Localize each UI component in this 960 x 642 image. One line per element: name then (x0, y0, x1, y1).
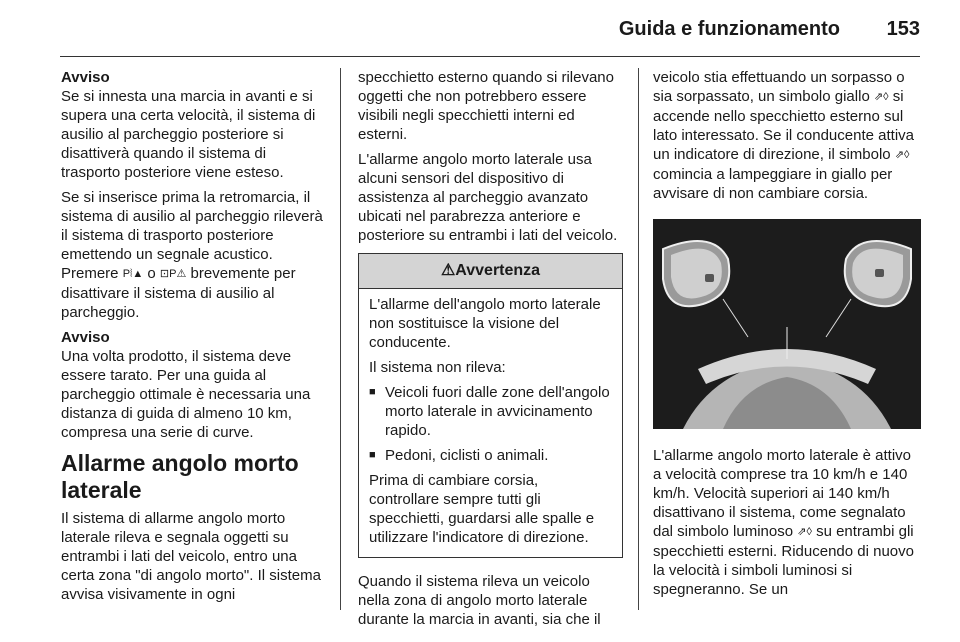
blind-spot-symbol-icon: ⇗◊ (797, 526, 812, 538)
warning-paragraph: Il sistema non rileva: (369, 359, 506, 376)
park-assist-button-icon: P⦚▲ (122, 268, 144, 280)
column-divider (340, 68, 341, 610)
body-text: L'allarme angolo morto laterale è attivo a velocità comprese tra 10 km/h e 140 km/h. Velocità superiori ai 140 km/h disattivano il sistema, come segnalato dal simbolo luminoso (653, 447, 912, 540)
page-number: 153 (886, 18, 920, 40)
note-title: Avviso (61, 329, 110, 346)
column-1 (61, 68, 324, 610)
body-paragraph (653, 68, 921, 203)
warning-triangle-icon: ⚠ (440, 262, 456, 279)
note-paragraph: Se si innesta una marcia in avanti e si supera una certa velocità, il sistema di ausilio al parcheggio posteriore si disattiverà quando il sistema di trasporto posteriore viene esteso. (61, 88, 316, 181)
blind-spot-symbol-icon: ⇗◊ (894, 149, 910, 161)
section-heading: Allarme angolo morto laterale (61, 450, 299, 503)
note-paragraph (61, 188, 324, 322)
blind-spot-mirrors-illustration (653, 219, 921, 429)
note-title: Avviso (61, 69, 110, 86)
body-paragraph: specchietto esterno quando si rilevano oggetti che non potrebbero essere visibili negli specchietti interni ed esterni. (358, 69, 614, 143)
body-paragraph: L'allarme angolo morto laterale usa alcuni sensori del dispositivo di assistenza al parcheggio avanzato ubicati nel parabrezza anteriore e posteriore su entrambi i lati del veicolo. (358, 151, 618, 244)
body-text: si accende nello specchietto esterno sul lato interessato. Se il conducente attiva un indicatore di direzione, il simbolo (653, 88, 914, 163)
column-2 (358, 68, 623, 635)
page-header (0, 0, 960, 56)
header-title: Guida e funzionamento (618, 18, 840, 40)
warning-header (359, 254, 622, 289)
body-paragraph: Quando il sistema rileva un veicolo nella zona di angolo morto laterale durante la marcia in avanti, sia che il (358, 573, 601, 628)
bullet-text: Pedoni, ciclisti o animali. (385, 447, 549, 464)
warning-body (359, 289, 622, 557)
note-text: o (147, 265, 156, 282)
bullet-square-icon: ■ (369, 449, 376, 461)
warning-title: Avvertenza (455, 262, 541, 279)
body-text: veicolo stia effettuando un sorpasso o sia sorpassato, un simbolo giallo (653, 69, 905, 105)
warning-paragraph: L'allarme dell'angolo morto laterale non sostituisce la visione del conducente. (369, 296, 601, 351)
note-text: Se si inserisce prima la retromarcia, il sistema di ausilio al parcheggio rileverà il sistema di trasporto posteriore emettendo un segnale acustico. Premere (61, 189, 323, 282)
warning-paragraph: Prima di cambiare corsia, controllare sempre tutti gli specchietti, guardarsi alle spalle e utilizzare l'indicatore di direzione. (369, 472, 595, 546)
note-text: brevemente per disattivare il sistema di ausilio al parcheggio. (61, 265, 296, 321)
bullet-square-icon: ■ (369, 386, 376, 398)
note-paragraph: Una volta prodotto, il sistema deve essere tarato. Per una guida al parcheggio ottimale è necessaria una distanza di guida di almeno 10 km, compresa una serie di curve. (61, 348, 311, 441)
header-rule (60, 56, 920, 57)
body-paragraph (653, 446, 921, 599)
column-divider (638, 68, 639, 610)
body-paragraph: Il sistema di allarme angolo morto laterale rileva e segnala oggetti su entrambi i lati del veicolo, entro una certa zona "di angolo morto". Il sistema avvisa visivamente in ogni (61, 510, 321, 603)
park-assist-alt-button-icon: ⊡P⚠ (159, 268, 187, 280)
warning-box (358, 253, 623, 558)
warning-bullet (369, 383, 612, 440)
warning-bullet (369, 446, 612, 465)
body-text: comincia a lampeggiare in giallo per avvisare di non cambiare corsia. (653, 166, 893, 202)
bullet-text: Veicoli fuori dalle zone dell'angolo morto laterale in avvicinamento rapido. (385, 384, 610, 439)
blind-spot-symbol-icon: ⇗◊ (873, 91, 889, 103)
body-text: su entrambi gli specchietti esterni. Riducendo di nuovo la velocità i simboli luminosi si spegneranno. Se un (653, 523, 914, 598)
column-3 (653, 68, 921, 605)
